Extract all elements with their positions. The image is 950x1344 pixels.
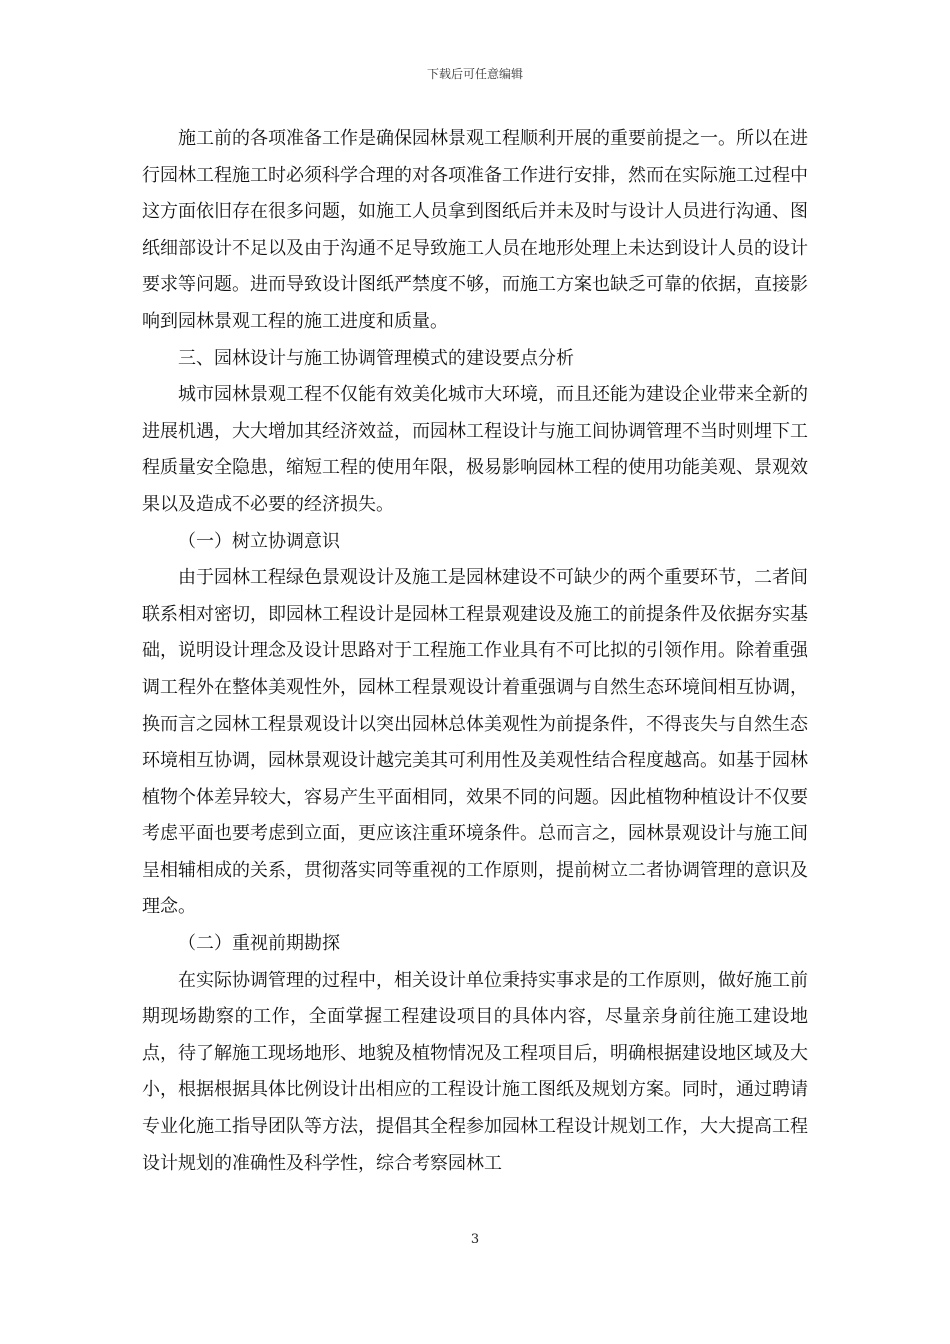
- section-heading-three: 三、园林设计与施工协调管理模式的建设要点分析: [178, 347, 574, 369]
- paragraph-coordination-awareness: 由于园林工程绿色景观设计及施工是园林建设不可缺少的两个重要环节，二者间联系相对密切，即园林工程设计是园林工程景观建设及施工的前提条件及依据夯实基础，说明设计理念及设计思路对于工程施工作业具有不可比拟的引领作用。除着重强调工程外在整体美观性外，园林工程景观设计着重强调与自然生态环境间相互协调，换而言之园林工程景观设计以突出园林总体美观性为前提条件，不得丧失与自然生态环境相互协调，园林景观设计越完美其可利用性及美观性结合程度越高。如基于园林植物个体差异较大，容易产生平面相同，效果不同的问题。因此植物种植设计不仅要考虑平面也要考虑到立面，更应该注重环境条件。总而言之，园林景观设计与施工间呈相辅相成的关系，贯彻落实同等重视的工作原则，提前树立二者协调管理的意识及理念。: [142, 567, 808, 918]
- paragraph-urban-landscape: 城市园林景观工程不仅能有效美化城市大环境，而且还能为建设企业带来全新的进展机遇，大大增加其经济效益，而园林工程设计与施工间协调管理不当时则埋下工程质量安全隐患，缩短工程的使用年限，极易影响园林工程的使用功能美观、景观效果以及造成不必要的经济损失。: [142, 384, 808, 515]
- page-number: 3: [470, 1232, 480, 1247]
- paragraph-preliminary-survey: 在实际协调管理的过程中，相关设计单位秉持实事求是的工作原则，做好施工前期现场勘察的工作，全面掌握工程建设项目的具体内容，尽量亲身前往施工建设地点，待了解施工现场地形、地貌及植物情况及工程项目后，明确根据建设地区域及大小，根据根据具体比例设计出相应的工程设计施工图纸及规划方案。同时，通过聘请专业化施工指导团队等方法，提倡其全程参加园林工程设计规划工作，大大提高工程设计规划的准确性及科学性，综合考察园林工: [142, 969, 808, 1174]
- paragraph-preparation: 施工前的各项准备工作是确保园林景观工程顺利开展的重要前提之一。所以在进行园林工程施工时必须科学合理的对各项准备工作进行安排，然而在实际施工过程中这方面依旧存在很多问题，如施工人员拿到图纸后并未及时与设计人员进行沟通、图纸细部设计不足以及由于沟通不足导致施工人员在地形处理上未达到设计人员的设计要求等问题。进而导致设计图纸严禁度不够，而施工方案也缺乏可靠的依据，直接影响到园林景观工程的施工进度和质量。: [142, 128, 808, 332]
- document-body: [142, 121, 808, 1182]
- page-header: 下载后可任意编辑: [426, 67, 523, 81]
- subsection-heading-two: （二）重视前期勘探: [178, 933, 340, 955]
- subsection-heading-one: （一）树立协调意识: [178, 530, 340, 552]
